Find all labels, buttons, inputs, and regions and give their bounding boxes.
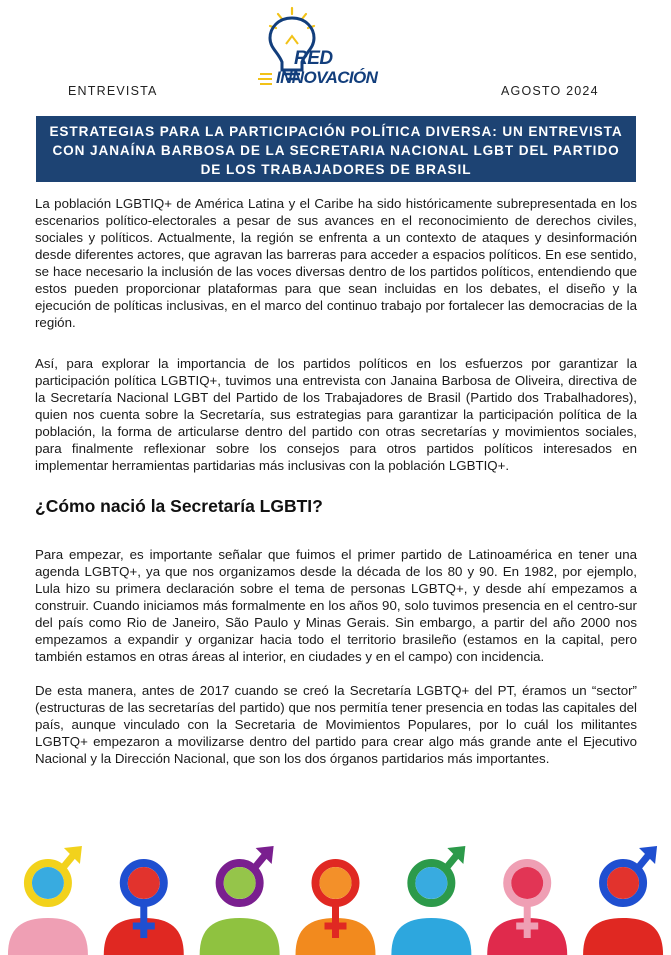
section-label: ENTREVISTA <box>68 84 158 98</box>
article-title-banner: ESTRATEGIAS PARA LA PARTICIPACIÓN POLÍTICA DIVERSA: UN ENTREVISTA CON JANAÍNA BARBOSA DE LA SECRETARIA NACIONAL LGBT DEL PARTIDO DE LOS TRABAJADORES DE BRASIL <box>36 116 636 182</box>
page-header <box>0 0 671 112</box>
figure-female <box>104 863 184 955</box>
red-innovacion-logo <box>258 4 418 100</box>
diversity-figures-illustration <box>0 838 671 955</box>
figure-female <box>487 863 567 955</box>
figure-female <box>296 863 376 955</box>
figure-male <box>583 846 663 955</box>
section-paragraph: Para empezar, es importante señalar que fuimos el primer partido de Latinoamérica en tener una agenda LGBTQ+, ya que nos organizamos desde la década de los 80 y 90. En 1982, por ejemplo, Lula hizo su primera declaración sobre el tema de personas LGBTQ+, y desde ahí empezamos a construir. Cuando iniciamos más formalmente en los años 90, solo tuvimos presencia en el centro-sur del país como Rio de Janeiro, São Paulo y Minas Gerais. Sin embargo, a partir del año 2000 nos empezamos a expandir y organizar hacia todo el territorio brasileño (estamos en la capital, pero también estamos en otras áreas al interior, en ciudades y en el campo) con incidencia. <box>35 547 637 664</box>
section-heading: ¿Cómo nació la Secretaría LGBTI? <box>35 496 323 516</box>
article-body <box>35 195 637 791</box>
figure-male <box>391 846 471 955</box>
section-paragraph: De esta manera, antes de 2017 cuando se creó la Secretaría LGBTQ+ del PT, éramos un “sector” (estructuras de las secretarías del partido) que nos permitía tener presencia en todas las capitales del país, aunque vinculado con la Secretaria de Movimientos Populares, por lo cuál los militantes LGBTQ+ empezaron a movilizarse dentro del partido para crear algo más grande ante el Ejecutivo Nacional y la Dirección Nacional, que son los dos órganos partidarios más importantes. <box>35 683 637 766</box>
logo-text-red: RED <box>294 48 333 69</box>
figure-male <box>8 846 88 955</box>
intro-paragraph: La población LGBTIQ+ de América Latina y el Caribe ha sido históricamente subrepresentada en los escenarios político-electorales a pesar de sus avances en el reconocimiento de derechos civiles, sociales y políticos. Actualmente, la región se enfrenta a un contexto de ataques y desinformación desde diferentes actores, que agravan las barreras para acceder a espacios políticos. En ese sentido, se hace necesario la inclusión de las voces diversas dentro de los partidos políticos, entendiendo que estos pueden proporcionar plataformas para que sean incluidas en los debates, el diseño y la ejecución de políticas inclusivas, en el marco del continuo trabajo por fortalecer las democracias de la región. <box>35 196 637 330</box>
logo-text-innovacion: INNOVACIÓN <box>276 68 378 87</box>
figure-male <box>200 846 280 955</box>
issue-date: AGOSTO 2024 <box>501 84 599 98</box>
intro-paragraph: Así, para explorar la importancia de los partidos políticos en los esfuerzos por garantizar la participación política LGBTIQ+, tuvimos una entrevista con Janaina Barbosa de Oliveira, directiva de la Secretaría Nacional LGBT del Partido de los Trabajadores de Brasil (Partido dos Trabalhadores), quien nos cuenta sobre la Secretaría, sus estrategias para garantizar la participación política de la población, la forma de articularse dentro del partido con otras secretarías y movimientos sociales, para finalmente reflexionar sobre los consejos para otros partidos políticos interesados en implementar herramientas partidarias más inclusivas con la población LGBTIQ+. <box>35 356 637 473</box>
